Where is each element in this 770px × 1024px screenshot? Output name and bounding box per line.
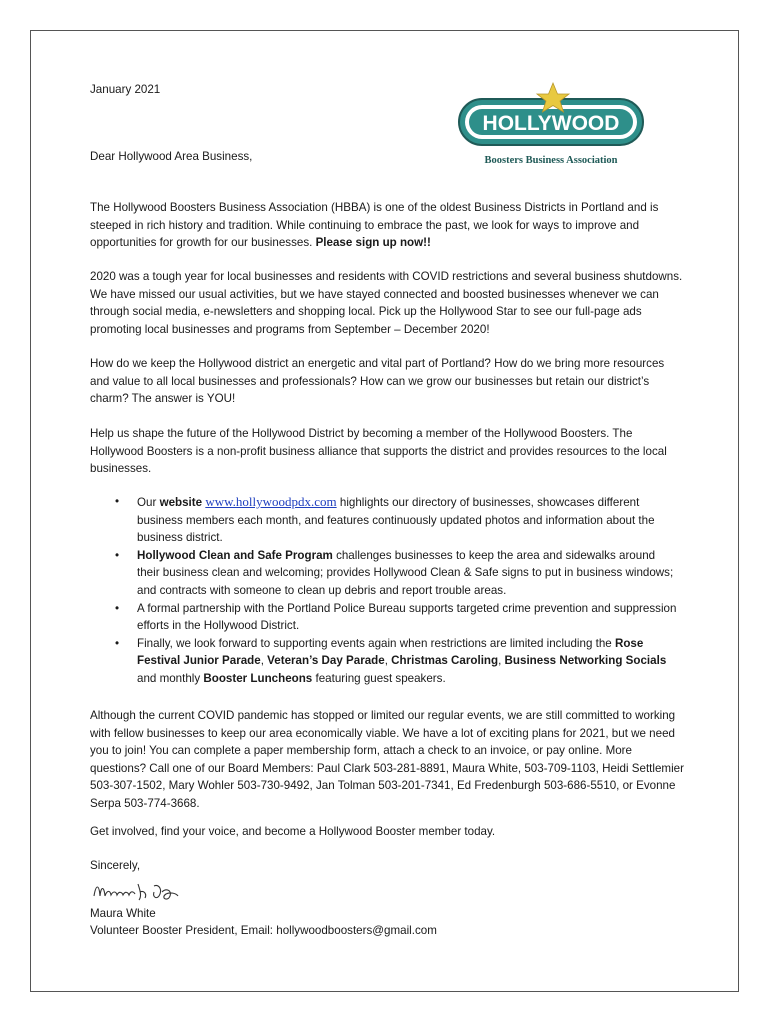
list-item-clean-safe: • Hollywood Clean and Safe Program challenges businesses to keep the area and sidewalks around their business clean and welcoming; provides Hollywood Clean & Safe signs to put in business windows; and contracts with someone to clean up debris and report trouble areas. — [115, 548, 674, 597]
list-item-website: • Our website www.hollywoodpdx.com highlights our directory of businesses, showcases different business members each month, and features continuously updated photos and information about the business district. — [115, 494, 655, 545]
website-link[interactable]: www.hollywoodpdx.com — [205, 494, 337, 509]
letter-page — [30, 30, 739, 992]
letter-date: January 2021 — [90, 83, 161, 96]
bullet-icon: • — [115, 636, 120, 650]
signature-image — [90, 876, 210, 906]
benefits-list — [115, 493, 680, 688]
bullet-icon: • — [115, 601, 120, 615]
logo-wordmark: HOLLYWOOD — [482, 112, 620, 135]
call-to-action: Get involved, find your voice, and become a Hollywood Booster member today. — [90, 825, 496, 838]
sign-up-callout: Please sign up now!! — [315, 236, 431, 250]
intro-paragraph — [90, 199, 685, 252]
closing: Sincerely, — [90, 859, 141, 872]
questions-paragraph: How do we keep the Hollywood district an energetic and vital part of Portland? How do we bring more resources and value to all local businesses and professionals? How can we grow our businesses but retain our district’s charm? The answer is YOU! — [90, 357, 665, 406]
list-item-police-partnership: • A formal partnership with the Portland Police Bureau supports targeted crime prevention and suppression efforts in the Hollywood District. — [115, 601, 677, 633]
covid-year-paragraph: 2020 was a tough year for local businesses and residents with COVID restrictions and several business shutdowns. We have missed our usual activities, but we have stayed connected and boosted businesses whenever we can through social media, e-newsletters and shopping local. Pick up the Hollywood Star to see our full-page ads promoting local businesses and programs from September – December 2020! — [90, 270, 683, 336]
membership-paragraph: Help us shape the future of the Hollywood District by becoming a member of the Hollywood Boosters. The Hollywood Boosters is a non-profit business alliance that supports the district and provides resources to the local businesses. — [90, 427, 667, 476]
board-members-paragraph: Although the current COVID pandemic has stopped or limited our regular events, we are still committed to working with fellow businesses to keep our area economically viable. We have a lot of exciting plans for 2021, but we need you to join! You can complete a paper membership form, attach a check to an invoice, or pay online. More questions? Call one of our Board Members: Paul Clark 503-281-8891, Maura White, 503-709-1103, Heidi Settlemier 503-307-1502, Mary Wohler 503-730-9492, Jan Tolman 503-201-7341, Ed Fredenburgh 503-686-5510, or Evonne Serpa 503-774-3668. — [90, 709, 684, 810]
intro-text: The Hollywood Boosters Business Association (HBBA) is one of the oldest Business Districts in Portland and is steeped in rich history and tradition. While continuing to embrace the past, we look for ways to improve and opportunities for growth for our businesses. — [90, 201, 659, 250]
bullet-icon: • — [115, 548, 120, 562]
signer-name: Maura White — [90, 907, 156, 920]
logo-subtitle: Boosters Business Association — [484, 155, 618, 166]
signer-title: Volunteer Booster President, Email: hollywoodboosters@gmail.com — [90, 924, 437, 937]
salutation: Dear Hollywood Area Business, — [90, 150, 253, 163]
list-item-events: • Finally, we look forward to supporting events again when restrictions are limited including the Rose Festival Junior Parade, Veteran’s Day Parade, Christmas Caroling, Business Networking Socials and monthly Booster Luncheons featuring guest speakers. — [115, 636, 667, 685]
bullet-icon: • — [115, 495, 120, 508]
